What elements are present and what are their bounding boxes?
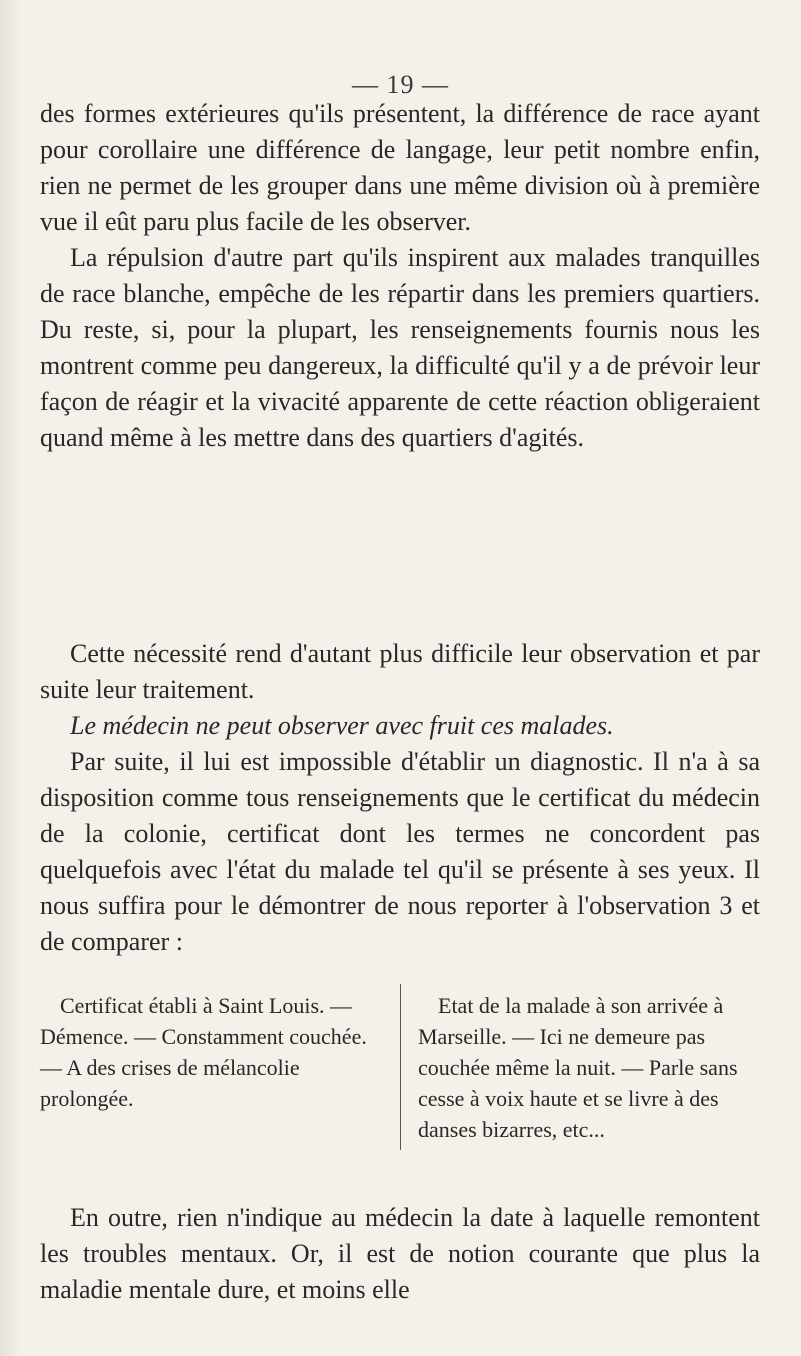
paragraph-5: Par suite, il lui est impossible d'établir un diagnostic. Il n'a à sa disposition comme tous renseignements que le certificat du médecin de la colonie, certificat dont les termes ne concordent pas quelquefois avec l'état du malade tel qu'il se présente à ses yeux. Il nous suffira pour le démontrer de nous reporter à l'observation 3 et de comparer : — [40, 747, 760, 956]
italic-statement: Le médecin ne peut observer avec fruit ces malades. — [70, 711, 614, 740]
page-number: — 19 — — [352, 70, 449, 99]
paragraph-3: Cette nécessité rend d'autant plus difficile leur observation et par suite leur traitement. — [40, 639, 760, 704]
paragraph-2: La répulsion d'autre part qu'ils inspirent aux malades tranquilles de race blanche, empêche de les répartir dans les premiers quartiers. Du reste, si, pour la plupart, les renseignements fournis nous les montrent comme peu dangereux, la difficulté qu'il y a de prévoir leur façon de réagir et la vivacité apparente de cette réaction obligeraient quand même à les mettre dans des quartiers d'agités. — [40, 243, 760, 452]
comparison-left-certificate: Certificat établi à Saint Louis. — Démence. — Constamment couchée. — A des crises de mélancolie prolongée. — [40, 993, 367, 1111]
comparison-right-state: Etat de la malade à son arrivée à Marseille. — Ici ne demeure pas couchée même la nuit. — Parle sans cesse à voix haute et se livre à des danses bizarres, etc... — [418, 993, 738, 1142]
closing-paragraph: En outre, rien n'indique au médecin la date à laquelle remontent les troubles mentaux. Or, il est de notion courante que plus la maladie mentale dure, et moins elle — [40, 1203, 760, 1304]
paragraph-1: des formes extérieures qu'ils présentent, la différence de race ayant pour corollaire une différence de langage, leur petit nombre enfin, rien ne permet de les grouper dans une même division où à première vue il eût paru plus facile de les observer. — [40, 99, 760, 236]
page-edge-shadow — [0, 0, 22, 1356]
column-divider — [400, 984, 401, 1150]
